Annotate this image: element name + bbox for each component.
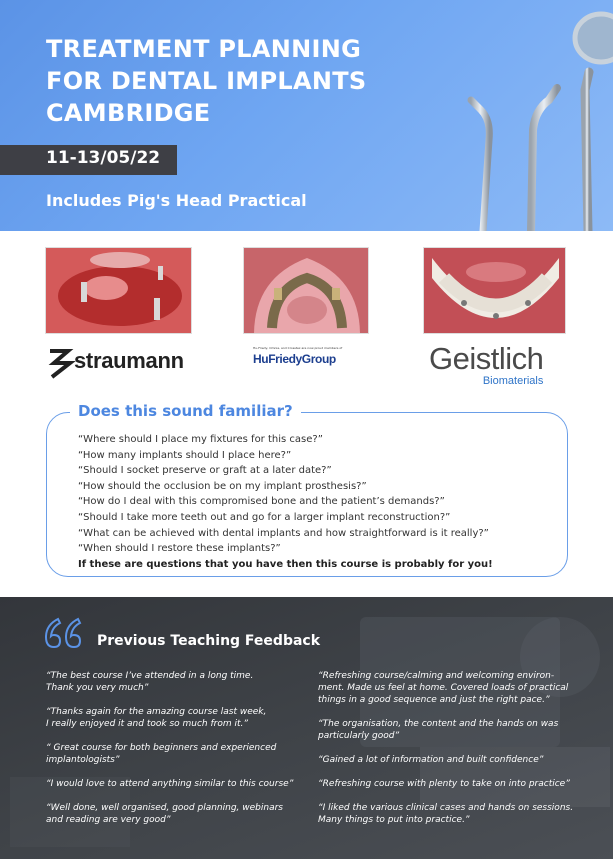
- geistlich-subtext: Biomaterials: [482, 375, 544, 387]
- feedback-item: [46, 742, 296, 766]
- question-item: “What can be achieved with dental implants and how straightforward is it really?”: [78, 527, 489, 539]
- feedback-item: [46, 778, 296, 790]
- full-arch-photo: [423, 247, 566, 334]
- feedback-line: Thank you very much”: [46, 683, 149, 693]
- feedback-line: I really enjoyed it and took so much from it.”: [46, 719, 249, 729]
- feedback-line: and reading are very good”: [46, 815, 171, 825]
- feedback-line: “ Great course for both beginners and experienced: [46, 743, 277, 753]
- feedback-line: “Refreshing course with plenty to take on into practice”: [318, 779, 570, 789]
- dental-tools-icon: [353, 0, 613, 231]
- hufriedy-text: HuFriedyGroup: [253, 352, 336, 366]
- feedback-line: ment. Made us feel at home. Covered loads of practical: [318, 683, 569, 693]
- hufriedy-logo: [253, 346, 363, 366]
- straumann-logo: [48, 347, 194, 383]
- feedback-item: [318, 754, 578, 766]
- feedback-title: Previous Teaching Feedback: [97, 633, 321, 649]
- straumann-text: straumann: [74, 348, 184, 373]
- page-title: [46, 33, 366, 129]
- feedback-line: Many things to put into practice.”: [318, 815, 470, 825]
- question-item: “Where should I place my fixtures for this case?”: [78, 434, 323, 445]
- feedback-right-column: [318, 670, 578, 838]
- course-subtitle: Includes Pig's Head Practical: [46, 191, 307, 210]
- question-item: “When should I restore these implants?”: [78, 543, 281, 555]
- feedback-item: [318, 802, 578, 826]
- feedback-line: “Well done, well organised, good planning, webinars: [46, 803, 283, 813]
- implant-bridge-photo: [243, 247, 369, 334]
- feedback-line: “Refreshing course/calming and welcoming environ-: [318, 671, 555, 681]
- course-date: 11-13/05/22: [46, 148, 161, 168]
- question-item: “Should I socket preserve or graft at a later date?”: [78, 465, 332, 477]
- quote-icon: [44, 617, 84, 649]
- surgery-photo: [45, 247, 192, 334]
- feedback-item: [318, 718, 578, 742]
- question-item: “Should I take more teeth out and go for a larger implant reconstruction?”: [78, 511, 451, 523]
- title-line-1: TREATMENT PLANNING: [46, 35, 362, 63]
- geistlich-text: Geistlich: [429, 341, 544, 376]
- questions-title: Does this sound familiar?: [70, 402, 301, 420]
- question-item: “How do I deal with this compromised bone and the patient’s demands?”: [78, 496, 445, 508]
- feedback-item: [318, 670, 578, 706]
- feedback-line: “Thanks again for the amazing course last week,: [46, 707, 267, 717]
- feedback-left-column: [46, 670, 296, 838]
- question-item: “How many implants should I place here?”: [78, 449, 292, 461]
- title-line-2: FOR DENTAL IMPLANTS: [46, 67, 367, 95]
- feedback-line: “The best course I’ve attended in a long time.: [46, 671, 254, 681]
- feedback-line: “The organisation, the content and the hands on was: [318, 719, 559, 729]
- feedback-line: implantologists”: [46, 755, 120, 765]
- feedback-item: [46, 802, 296, 826]
- hufriedy-tagline: Hu-Friedy, Omnia, and Crosstex are now proud members of: [253, 346, 343, 350]
- questions-list: [78, 432, 558, 573]
- feedback-item: [46, 670, 296, 694]
- geistlich-logo: [429, 343, 543, 387]
- feedback-line: particularly good”: [318, 731, 400, 741]
- feedback-item: [46, 706, 296, 730]
- feedback-line: “Gained a lot of information and built confidence”: [318, 755, 544, 765]
- feedback-item: [318, 778, 578, 790]
- feedback-line: “I liked the various clinical cases and hands on sessions.: [318, 803, 574, 813]
- title-line-3: CAMBRIDGE: [46, 99, 211, 127]
- feedback-line: “I would love to attend anything similar to this course”: [46, 779, 294, 789]
- feedback-line: things in a good sequence and just the right pace.”: [318, 695, 550, 705]
- questions-conclusion: If these are questions that you have then this course is probably for you!: [78, 558, 493, 570]
- question-item: “How should the occlusion be on my implant prosthesis?”: [78, 480, 367, 492]
